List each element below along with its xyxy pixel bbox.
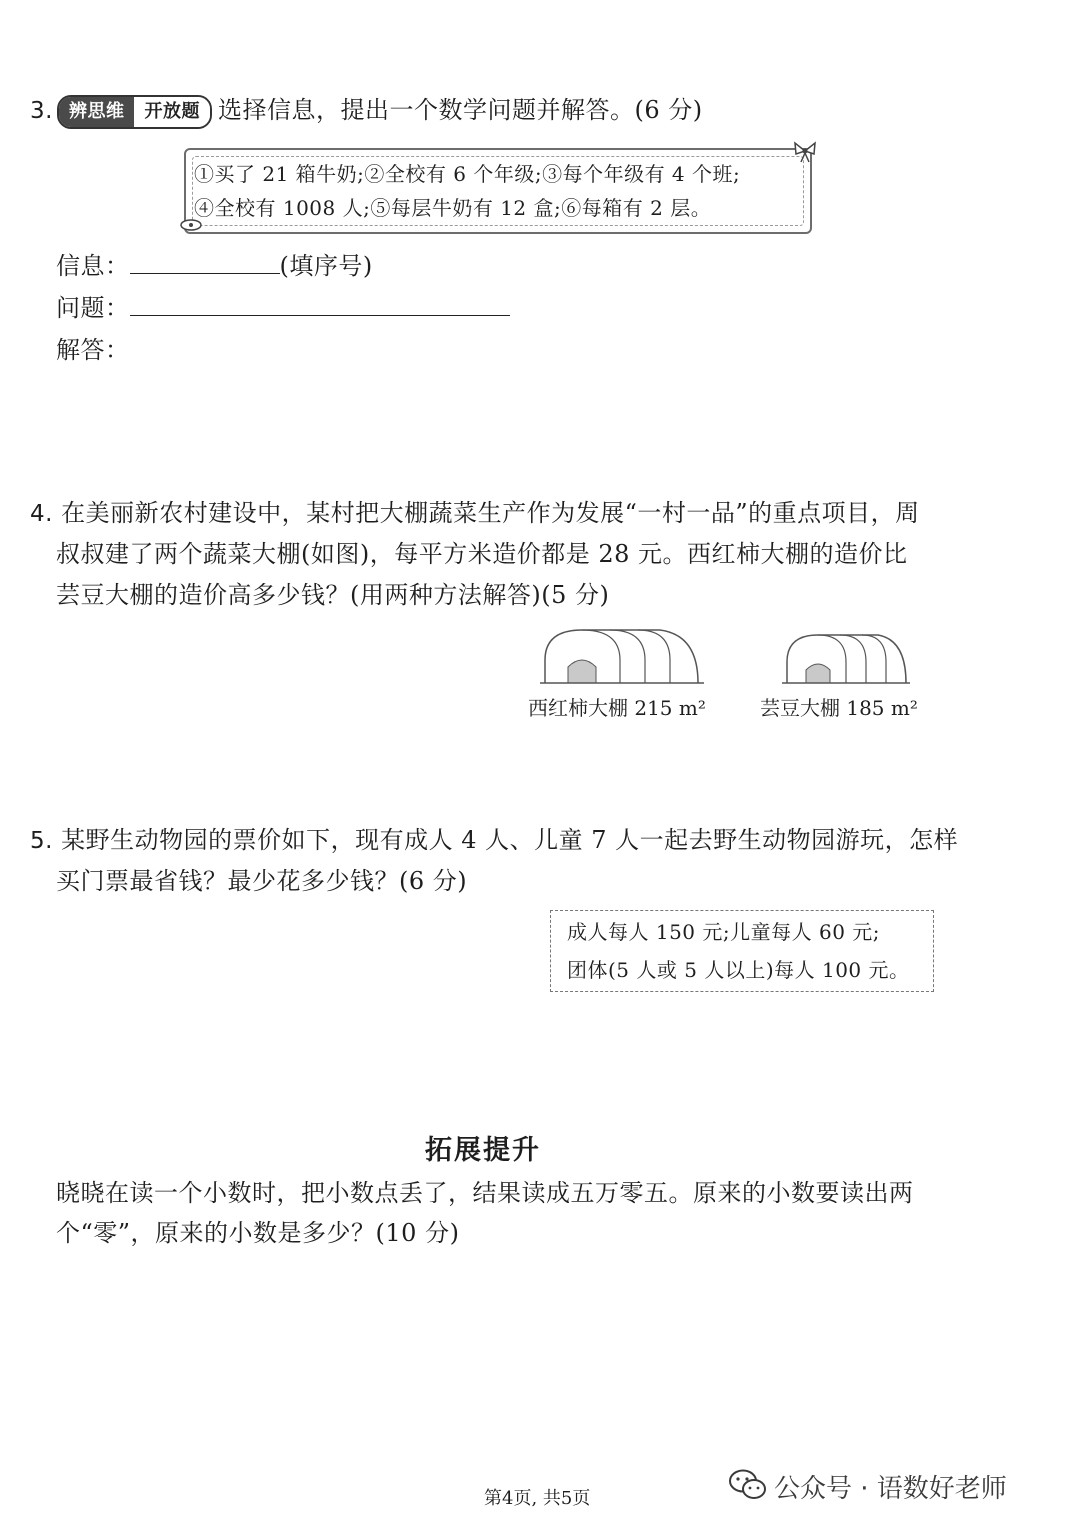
question-5-line-1: [30, 820, 958, 861]
bow-icon: [178, 216, 204, 234]
question-label: 问题：: [56, 294, 130, 322]
question-blank[interactable]: [130, 291, 510, 316]
extension-line-1: 晓晓在读一个小数时，把小数点丢了，结果读成五万零五。原来的小数要读出两: [56, 1179, 914, 1207]
question-3-header: [30, 90, 703, 131]
info-blank[interactable]: [130, 249, 280, 274]
price-box: [550, 910, 934, 992]
answer-info-row: [56, 246, 373, 286]
question-text: 在美丽新农村建设中，某村把大棚蔬菜生产作为发展“一村一品”的重点项目，周: [61, 499, 920, 527]
info-hint: (填序号): [279, 252, 373, 280]
extension-line-2: 个“零”，原来的小数是多少？(10 分): [56, 1219, 460, 1247]
question-4-line-2: 叔叔建了两个蔬菜大棚(如图)，每平方米造价都是 28 元。西红柿大棚的造价比: [56, 540, 908, 568]
question-text: 某野生动物园的票价如下，现有成人 4 人、儿童 7 人一起去野生动物园游玩，怎样: [61, 826, 959, 854]
info-line-2: ④全校有 1008 人;⑤每层牛奶有 12 盒;⑥每箱有 2 层。: [194, 196, 712, 220]
question-prompt: 选择信息，提出一个数学问题并解答。(6 分): [217, 96, 703, 124]
question-number: 3.: [30, 98, 53, 124]
bow-icon: [792, 138, 818, 164]
tag-thinking: 辨思维: [59, 97, 135, 127]
answer-label: 解答：: [56, 336, 130, 364]
question-5-line-2: 买门票最省钱？最少花多少钱？(6 分): [56, 867, 468, 895]
question-4-line-3: 芸豆大棚的造价高多少钱？(用两种方法解答)(5 分): [56, 581, 610, 609]
question-4-line-1: [30, 493, 920, 534]
section-title: 拓展提升: [425, 1135, 541, 1166]
info-box: [184, 148, 812, 234]
question-number: 5.: [30, 828, 53, 854]
greenhouse-caption-tomato: 西红柿大棚 215 m²: [528, 696, 706, 720]
info-line-1: ①买了 21 箱牛奶;②全校有 6 个年级;③每个年级有 4 个班;: [194, 162, 741, 186]
greenhouse-caption-bean: 芸豆大棚 185 m²: [760, 696, 918, 720]
wechat-icon: [728, 1468, 768, 1502]
price-line-2: 团体(5 人或 5 人以上)每人 100 元。: [567, 958, 910, 982]
answer-question-row: [56, 288, 510, 328]
greenhouse-icon: [540, 625, 704, 685]
question-tag: [57, 95, 212, 129]
tag-open-question: 开放题: [134, 97, 210, 127]
page-number: 第4页, 共5页: [484, 1488, 591, 1509]
watermark-text: 公众号 · 语数好老师: [774, 1474, 1007, 1504]
greenhouse-icon: [782, 630, 910, 685]
price-line-1: 成人每人 150 元;儿童每人 60 元;: [567, 920, 881, 944]
info-label: 信息：: [56, 252, 130, 280]
answer-solution-row: [56, 330, 130, 370]
question-number: 4.: [30, 501, 53, 527]
